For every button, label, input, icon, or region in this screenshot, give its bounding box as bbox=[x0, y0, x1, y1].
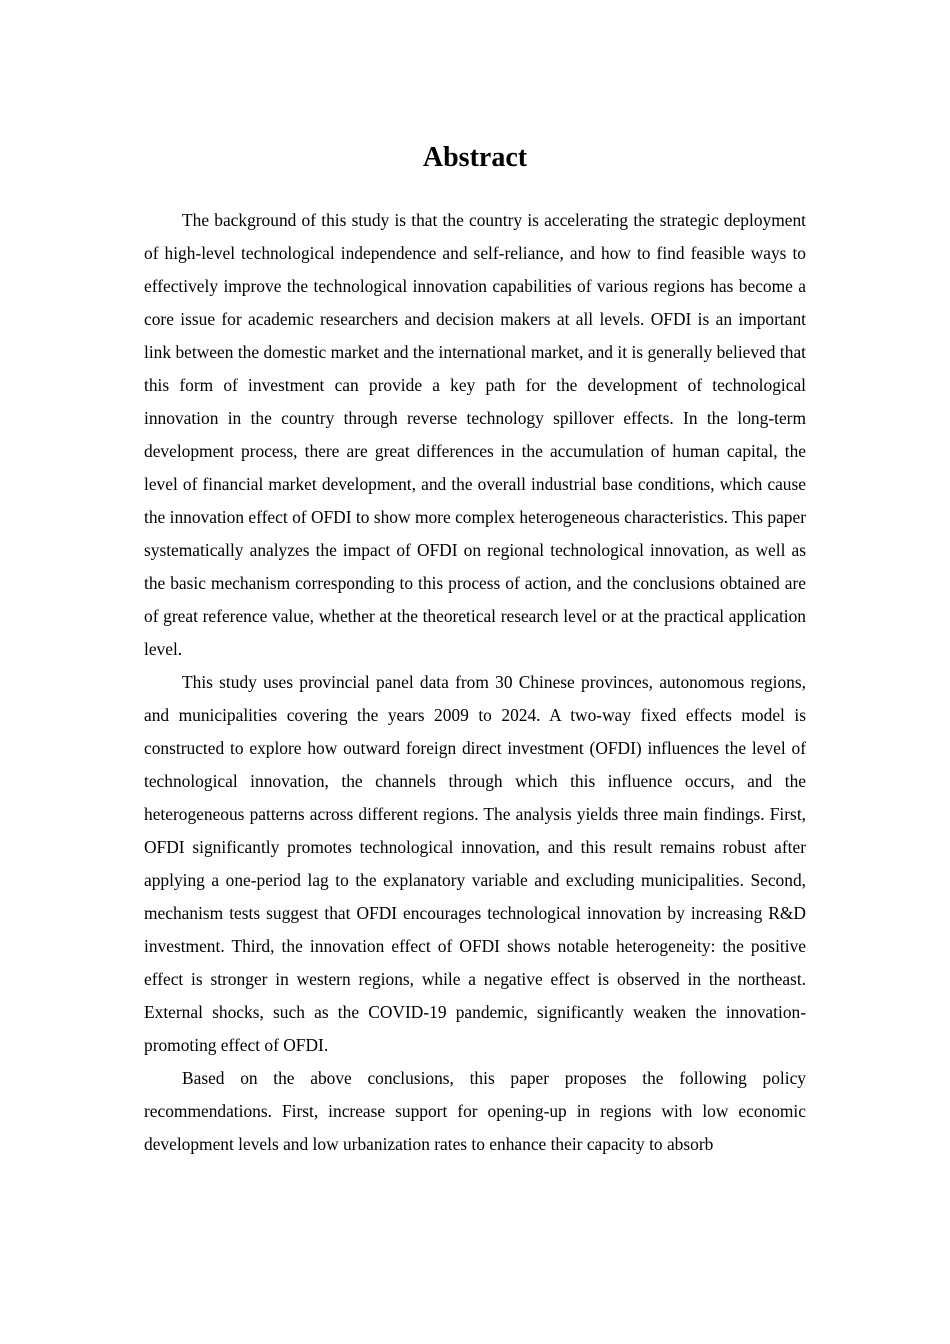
abstract-paragraph-3: Based on the above conclusions, this paper proposes the following policy recommendations. First, increase support for opening-up in regions with low economic development levels and low urbanization rates to enhance their capacity to absorb bbox=[144, 1068, 806, 1154]
abstract-body bbox=[144, 204, 806, 1161]
abstract-heading: Abstract bbox=[422, 142, 528, 173]
abstract-paragraph-2: This study uses provincial panel data from 30 Chinese provinces, autonomous regions, and municipalities covering the years 2009 to 2024. A two-way fixed effects model is constructed to explore how outward foreign direct investment (OFDI) influences the level of technological innovation, the channels through which this influence occurs, and the heterogeneous patterns across different regions. The analysis yields three main findings. First, OFDI significantly promotes technological innovation, and this result remains robust after applying a one-period lag to the explanatory variable and excluding municipalities. Second, mechanism tests suggest that OFDI encourages technological innovation by increasing R&D investment. Third, the innovation effect of OFDI shows notable heterogeneity: the positive effect is stronger in western regions, while a negative effect is observed in the northeast. External shocks, such as the COVID-19 pandemic, significantly weaken the innovation-promoting effect of OFDI. bbox=[144, 672, 806, 1055]
abstract-paragraph-1: The background of this study is that the country is accelerating the strategic deployment of high-level technological independence and self-reliance, and how to find feasible ways to effectively improve the technological innovation capabilities of various regions has become a core issue for academic researchers and decision makers at all levels. OFDI is an important link between the domestic market and the international market, and it is generally believed that this form of investment can provide a key path for the development of technological innovation in the country through reverse technology spillover effects. In the long-term development process, there are great differences in the accumulation of human capital, the level of financial market development, and the overall industrial base conditions, which cause the innovation effect of OFDI to show more complex heterogeneous characteristics. This paper systematically analyzes the impact of OFDI on regional technological innovation, as well as the basic mechanism corresponding to this process of action, and the conclusions obtained are of great reference value, whether at the theoretical research level or at the practical application level. bbox=[144, 210, 806, 659]
